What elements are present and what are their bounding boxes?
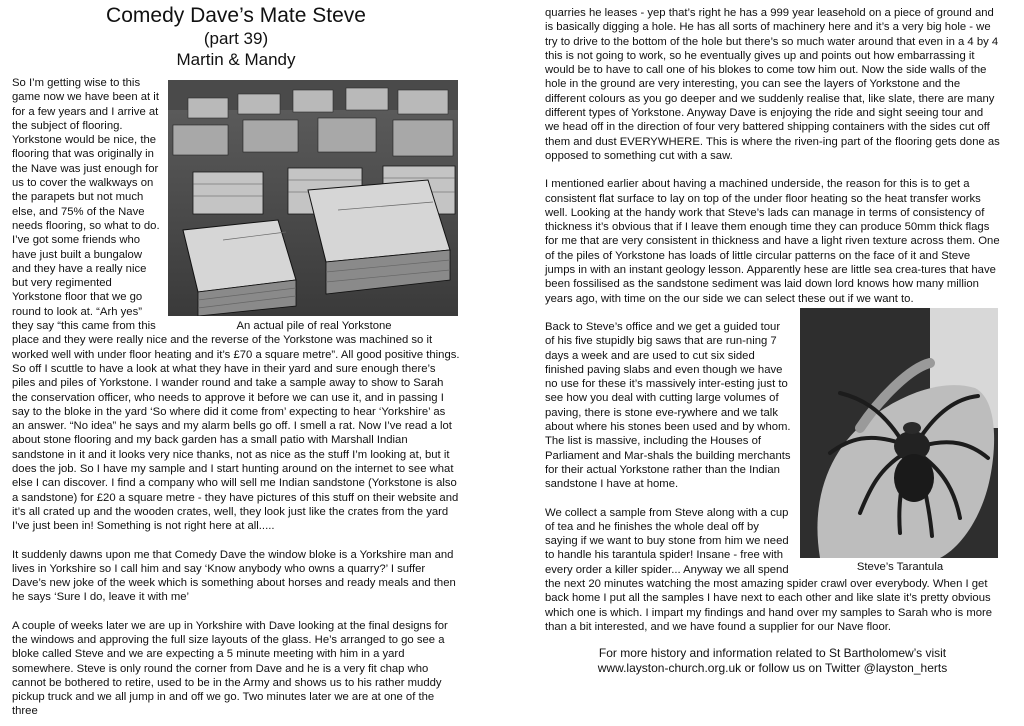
tarantula-photo-caption: Steve’s Tarantula <box>856 560 944 573</box>
right-paragraph-4: We collect a sample from Steve along with a cup of tea and he finishes the whole deal off by saying if we want to buy stone from him we need to handle his tarantula spider! Insane - free with every order a killer spider... Anyway we all spend the next 20 minutes watching the most amazing spider crawl over everybody. When I get back home I put all the samples I have next to each other and like slate it’s pretty obvious which one is which. I impart my findings and hand over my samples to Sarah who is more than a bit interested, and we have found a supplier for our Nave floor. <box>545 506 993 633</box>
yorkstone-photo-caption: An actual pile of real Yorkstone <box>236 320 392 332</box>
footer-line-1: For more history and information related to St Bartholomew’s visit <box>598 646 947 661</box>
left-column <box>12 0 460 719</box>
article-title: Comedy Dave’s Mate Steve <box>106 4 366 27</box>
tarantula-photo <box>800 308 1000 573</box>
article-header <box>12 0 460 70</box>
tarantula-image <box>800 308 998 558</box>
article-footer <box>545 646 1000 676</box>
left-text-flow <box>12 76 460 605</box>
left-paragraph-3: A couple of weeks later we are up in Yorkshire with Dave looking at the final designs for the windows and approving the full size layouts of the glass. He’s arranged to go see a bloke called Steve and we are expecting a 5 minute meeting with him in a yard somewhere. Steve is only round the corner from Dave and he is a very fit chap who cannot be bothered to retire, used to be in the Army and shows us to his rather muddy pickup truck and we all jump in and off we go. Two minutes later we are at one of the three <box>12 619 448 718</box>
article-authors: Martin & Mandy <box>176 50 296 69</box>
article-part: (part 39) <box>203 29 269 48</box>
right-paragraph-3: Back to Steve’s office and we get a guided tour of his five stupidly big saws that are run-ning 7 days a week and are used to cut six sided finished paving slabs and even though we have no use for these it’s massively inter-esting just to see how you deal with cutting large volumes of paving, there is stone eve-rywhere and we talk about where his stones been used and by whom. The list is massive, including the Houses of Parliament and Mar-shals the building merchants for their actual Yorkstone rather than the Indian sandstone I have at home. <box>545 320 791 491</box>
right-column <box>545 0 1000 676</box>
right-paragraph-1: quarries he leases - yep that’s right he has a 999 year leasehold on a piece of ground and is basically digging a hole. He has all sorts of machinery here and it’s a very big hole - we try to drive to the bottom of the hole but there’s so much water around that even in a 4 by 4 this is not going to work, so he eventually gives up and points out how embarrassing it would be to have to call one of his blokes to come tow him out. Now the side walls of the hole in the ground are very interesting, you can see the layers of Yorkstone and the different colours as you go deeper and we suddenly realise that, like slate, there are many different types of Yorkstone. Anyway Dave is enjoying the ride and sight seeing tour and we head off in the direction of four very battered shipping containers with the sides cut off them and dust EVERYWHERE. This is where the riven-ing part of the flooring gets done as opposed to something cut with a saw. <box>545 7 1000 162</box>
yorkstone-photo <box>168 80 460 332</box>
right-paragraph-2: I mentioned earlier about having a machined underside, the reason for this is to get a consistent flat surface to lay on top of the under floor heating so the heat transfer works well. Looking at the handy work that Steve’s lads can manage in terms of consistency of thickness it’s obvious that if I leave them enough time they can produce 50mm thick flags for me that are very consistent in thickness and have a light riven texture across them. One of the piles of Yorkstone has loads of little circular patterns on the face of it and Steve jumps in with an instant geology lesson. Apparently hese are little sea crea-tures that have been fossilised as the sandstone sediment was laid down lord knows how many million years ago, with time on the our side we can select these out if we want to. <box>545 178 1000 305</box>
yorkstone-pile-image <box>168 80 458 316</box>
footer-line-2: www.layston-church.org.uk or follow us on Twitter @layston_herts <box>597 661 948 676</box>
left-paragraph-2: It suddenly dawns upon me that Comedy Dave the window bloke is a Yorkshire man and lives in Yorkshire so I call him and say ‘Know anybody who owns a quarry?’ I suffer Dave’s new joke of the week which is something about horses and ready meals and then he says ‘Sure I do, leave it with me’ <box>12 548 456 604</box>
left-paragraph-1: So I’m getting wise to this game now we have been at it for a few years and I arrive at the subject of flooring. Yorkstone would be nice, the flooring that was originally in the Nave was just enough for us to cover the walkways on the parapets but not much else, and 75% of the Nave needs flooring, so what to do. I’ve got some friends who have just built a bungalow and they have a really nice but very regimented Yorkstone floor that we go round to look at. “Arh yes” they say “this came from this place and they were really nice and the reverse of the Yorkstone was machined so it worked well with under floor heating and it’s £70 a square metre”. All good positive things. So off I scuttle to have a look at what they have in their yard and sure enough there’s piles and piles of Yorkstone. I wander round and take a sample away to show to Sarah the conservation officer, who needs to approve it before we can use it, and in passing I say to the bloke in the yard ‘So where did it come from’ expecting to hear ‘Yorkshire’ as an answer. “No idea” he says and my alarm bells go off. I smell a rat. Now I’ve read a lot about stone flooring and my back garden has a small patio with Marshall Indian sandstone in it and it looks very nice thanks, not as nice as the stuff I’m looking at, but it does the job. So I have my sample and I start hunting around on the internet to see what else I can discover. I find a company who will sell me Indian sandstone (Yorkstone is also a sandstone) for £20 a square metre - they have pictures of this stuff on their website and it’s all crated up and the wooden crates, well, they look just like the crates from the yard I’ve just been in! Something is not right here at all..... <box>12 77 460 533</box>
